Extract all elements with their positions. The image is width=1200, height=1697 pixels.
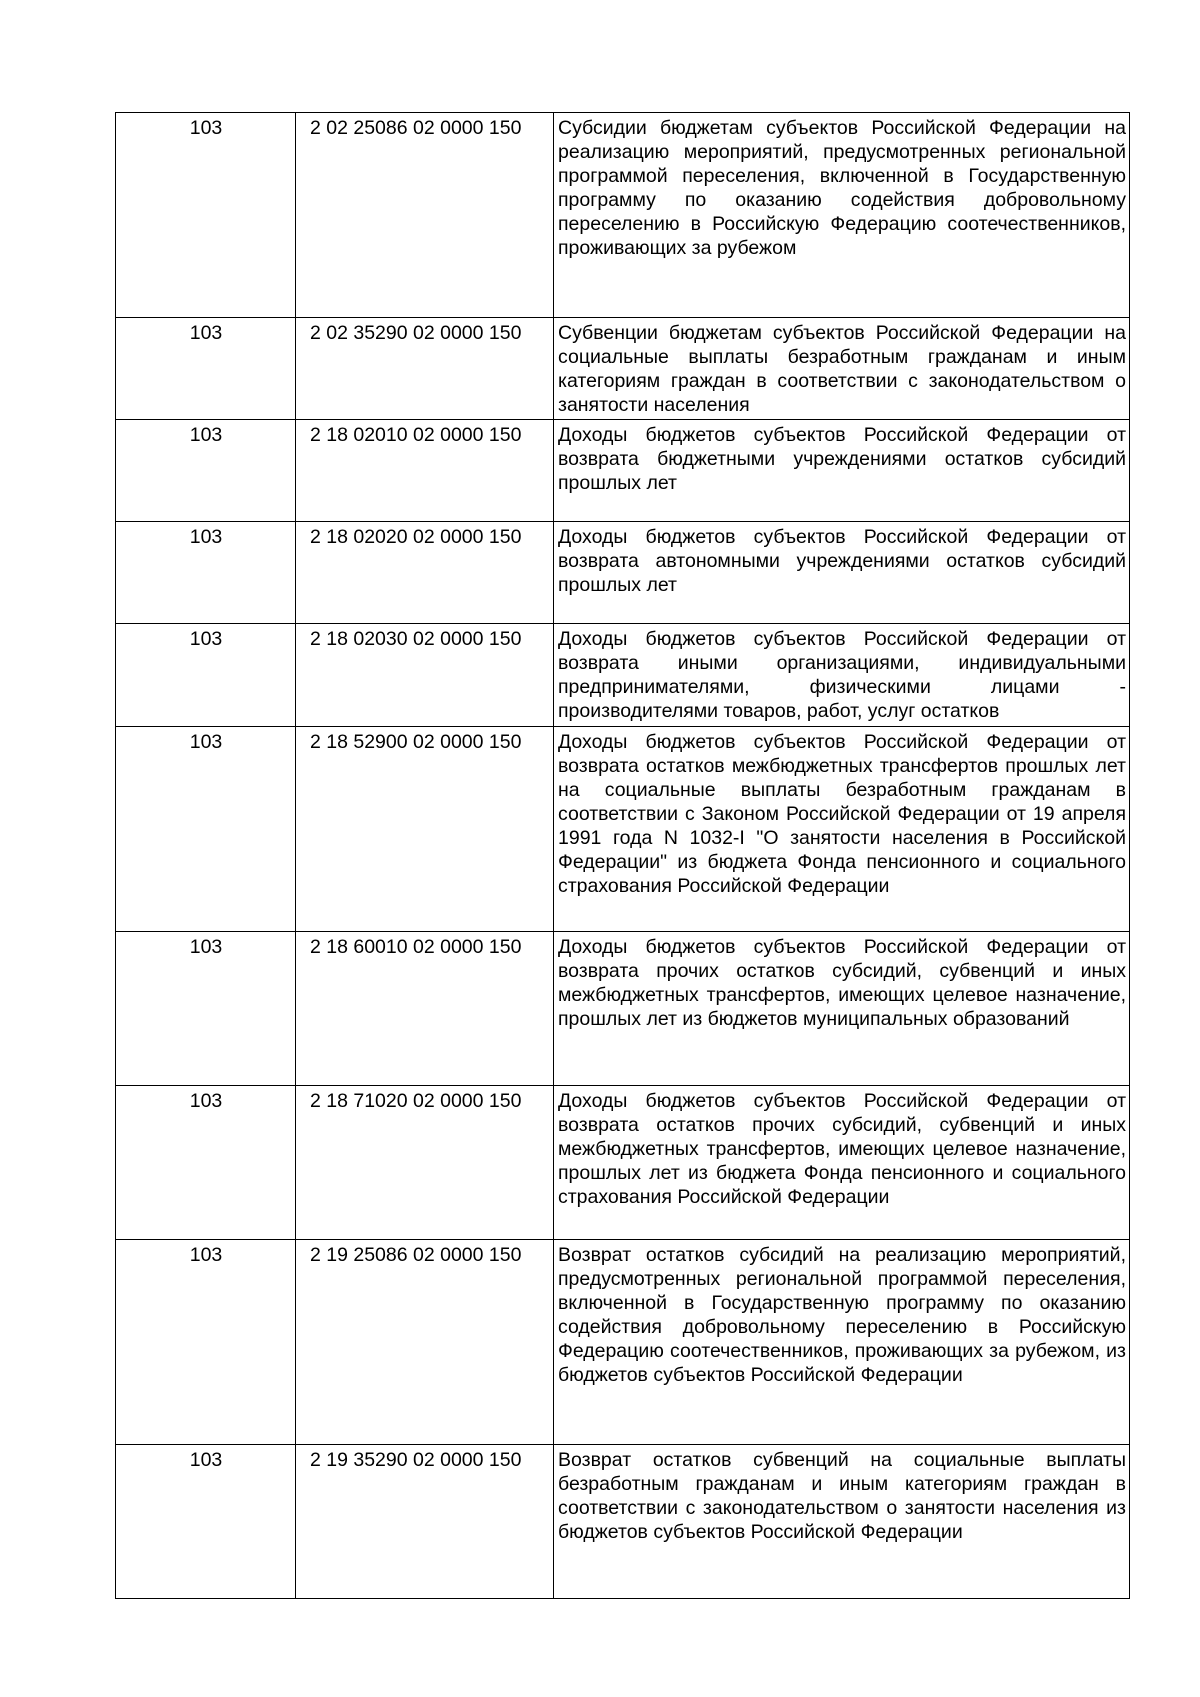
admin-code-cell: 103 — [116, 522, 296, 624]
admin-code-cell: 103 — [116, 1240, 296, 1445]
description-cell: Возврат остатков субвенций на социальные выплаты безработным гражданам и иным категориям граждан в соответствии с законодательством о занятости населения из бюджетов субъектов Российской Федерации — [554, 1445, 1130, 1599]
table-row — [116, 1086, 1130, 1240]
admin-code-cell: 103 — [116, 624, 296, 727]
income-code-cell: 2 02 25086 02 0000 150 — [296, 113, 554, 318]
table-row — [116, 113, 1130, 318]
admin-code-cell: 103 — [116, 1086, 296, 1240]
description-cell: Доходы бюджетов субъектов Российской Федерации от возврата прочих остатков субсидий, субвенций и иных межбюджетных трансфертов, имеющих целевое назначение, прошлых лет из бюджетов муниципальных образований — [554, 932, 1130, 1086]
income-code-cell: 2 19 35290 02 0000 150 — [296, 1445, 554, 1599]
table-row — [116, 932, 1130, 1086]
admin-code-cell: 103 — [116, 932, 296, 1086]
description-cell — [554, 624, 1130, 727]
description-text-clipped: Доходы бюджетов субъектов Российской Федерации от возврата иными организациями, индивидуальными предпринимателями, физическими лицами - производителями товаров, работ, услуг остатков — [558, 628, 1126, 722]
description-cell: Доходы бюджетов субъектов Российской Федерации от возврата остатков прочих субсидий, субвенций и иных межбюджетных трансфертов, имеющих целевое назначение, прошлых лет из бюджета Фонда пенсионного и социального страхования Российской Федерации — [554, 1086, 1130, 1240]
table-row — [116, 318, 1130, 420]
admin-code-cell: 103 — [116, 727, 296, 932]
income-code-cell: 2 02 35290 02 0000 150 — [296, 318, 554, 420]
description-cell: Доходы бюджетов субъектов Российской Федерации от возврата остатков межбюджетных трансфертов прошлых лет на социальные выплаты безработным гражданам в соответствии с Законом Российской Федерации от 19 апреля 1991 года N 1032-I "О занятости населения в Российской Федерации" из бюджета Фонда пенсионного и социального страхования Российской Федерации — [554, 727, 1130, 932]
income-code-cell: 2 18 02010 02 0000 150 — [296, 420, 554, 522]
budget-codes-table — [115, 112, 1130, 1599]
income-code-cell: 2 18 52900 02 0000 150 — [296, 727, 554, 932]
income-code-cell: 2 19 25086 02 0000 150 — [296, 1240, 554, 1445]
admin-code-cell: 103 — [116, 113, 296, 318]
description-cell: Возврат остатков субсидий на реализацию мероприятий, предусмотренных региональной программой переселения, включенной в Государственную программу по оказанию содействия добровольному переселению в Российскую Федерацию соотечественников, проживающих за рубежом, из бюджетов субъектов Российской Федерации — [554, 1240, 1130, 1445]
income-code-cell: 2 18 71020 02 0000 150 — [296, 1086, 554, 1240]
table-row — [116, 522, 1130, 624]
admin-code-cell: 103 — [116, 420, 296, 522]
description-cell: Доходы бюджетов субъектов Российской Федерации от возврата бюджетными учреждениями остатков субсидий прошлых лет — [554, 420, 1130, 522]
table-body — [116, 113, 1130, 1599]
table-row — [116, 727, 1130, 932]
income-code-cell: 2 18 02020 02 0000 150 — [296, 522, 554, 624]
table-row — [116, 624, 1130, 727]
income-code-cell: 2 18 02030 02 0000 150 — [296, 624, 554, 727]
admin-code-cell: 103 — [116, 318, 296, 420]
table-row — [116, 1445, 1130, 1599]
table-row — [116, 420, 1130, 522]
table-row — [116, 1240, 1130, 1445]
admin-code-cell: 103 — [116, 1445, 296, 1599]
description-cell: Субсидии бюджетам субъектов Российской Федерации на реализацию мероприятий, предусмотренных региональной программой переселения, включенной в Государственную программу по оказанию содействия добровольному переселению в Российскую Федерацию соотечественников, проживающих за рубежом — [554, 113, 1130, 318]
description-cell: Субвенции бюджетам субъектов Российской Федерации на социальные выплаты безработным гражданам и иным категориям граждан в соответствии с законодательством о занятости населения — [554, 318, 1130, 420]
income-code-cell: 2 18 60010 02 0000 150 — [296, 932, 554, 1086]
description-cell: Доходы бюджетов субъектов Российской Федерации от возврата автономными учреждениями остатков субсидий прошлых лет — [554, 522, 1130, 624]
